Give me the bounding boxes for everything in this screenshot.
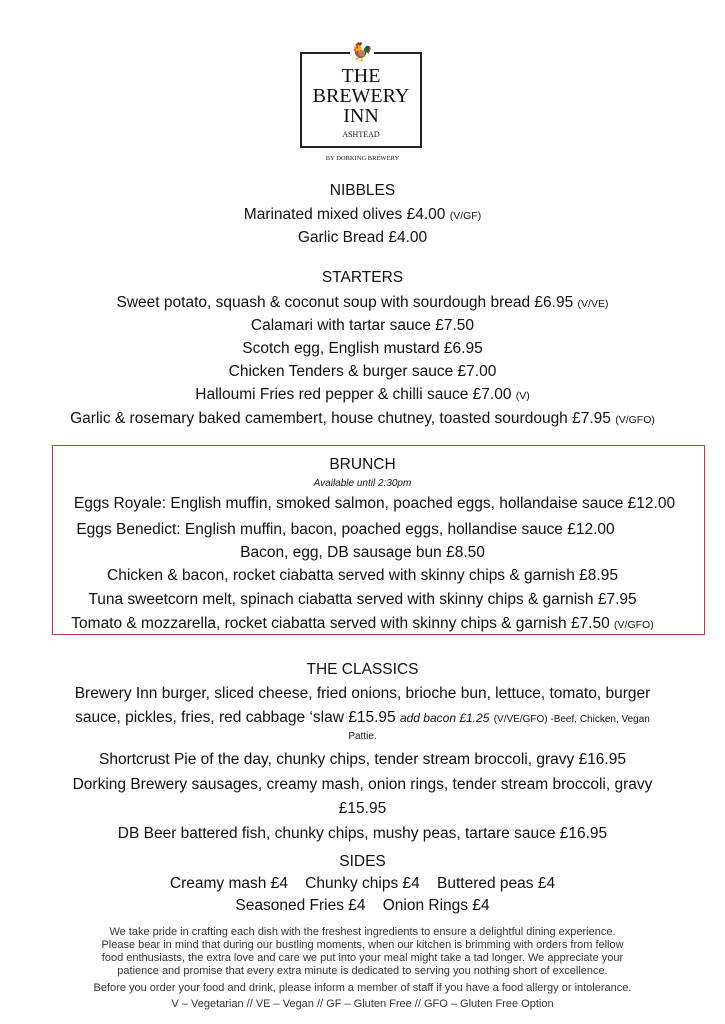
sides-row: Creamy mash £4 Chunky chips £4 Buttered peas £4 xyxy=(169,875,556,892)
section-title-nibbles: NIBBLES xyxy=(329,182,396,199)
menu-item: Calamari with tartar sauce £7.50 xyxy=(250,317,475,334)
menu-item: Garlic Bread £4.00 xyxy=(297,229,428,246)
menu-item: Chicken Tenders & burger sauce £7.00 xyxy=(228,363,497,380)
section-title-classics: THE CLASSICS xyxy=(306,661,419,678)
disclaimer-line: food enthusiasts, the extra love and care we put into your meal might take a tad longer. We appreciate your xyxy=(101,952,624,964)
brunch-availability-note: Available until 2:30pm xyxy=(313,478,412,489)
sides-row: Seasoned Fries £4 Onion Rings £4 xyxy=(235,897,490,914)
menu-item: Shortcrust Pie of the day, chunky chips, tender stream broccoli, gravy £16.95 xyxy=(99,751,626,768)
menu-item: Bacon, egg, DB sausage bun £8.50 xyxy=(240,544,485,561)
rooster-icon: 🐓 xyxy=(350,42,374,62)
disclaimer-line: patience and promise that every extra minute is dedicated to serving you nothing short of excellence. xyxy=(117,965,608,977)
section-title-starters: STARTERS xyxy=(321,269,404,286)
menu-item: Sweet potato, squash & coconut soup with sourdough bread £6.95 (V/VE) xyxy=(116,294,609,311)
allergy-notice: Before you order your food and drink, please inform a member of staff if you have a food allergy or intolerance. xyxy=(93,982,632,994)
menu-item: Pattie. xyxy=(348,731,377,742)
menu-item: Brewery Inn burger, sliced cheese, fried onions, brioche bun, lettuce, tomato, burger xyxy=(74,685,651,702)
menu-item: Scotch egg, English mustard £6.95 xyxy=(242,340,483,357)
menu-item: £15.95 xyxy=(338,800,387,817)
menu-item: Chicken & bacon, rocket ciabatta served with skinny chips & garnish £8.95 xyxy=(107,567,618,584)
menu-item: sauce, pickles, fries, red cabbage ‘slaw £15.95 add bacon £1.25 (V/VE/GFO) -Beef, Chicken, Vegan xyxy=(75,709,650,726)
menu-item: Tuna sweetcorn melt, spinach ciabatta served with skinny chips & garnish £7.95 xyxy=(88,591,637,608)
menu-item: Eggs Benedict: English muffin, bacon, poached eggs, hollandise sauce £12.00 xyxy=(76,521,615,538)
section-title-brunch: BRUNCH xyxy=(329,456,396,473)
brewery-inn-logo: 🐓 THE BREWERY INN ASHTEAD xyxy=(300,52,422,148)
section-title-sides: SIDES xyxy=(339,853,386,870)
dietary-key: V – Vegetarian // VE – Vegan // GF – Gluten Free // GFO – Gluten Free Option xyxy=(171,998,554,1010)
menu-item: Tomato & mozzarella, rocket ciabatta served with skinny chips & garnish £7.50 (V/GFO) xyxy=(71,615,654,632)
menu-item: Marinated mixed olives £4.00 (V/GF) xyxy=(243,206,482,223)
disclaimer-line: We take pride in crafting each dish with the freshest ingredients to ensure a delightful dining experience. xyxy=(109,926,616,938)
disclaimer-line: Please bear in mind that during our bustling moments, when our kitchen is brimming with orders from fellow xyxy=(101,939,624,951)
menu-item: Halloumi Fries red pepper & chilli sauce £7.00 (V) xyxy=(195,386,530,403)
menu-item: Dorking Brewery sausages, creamy mash, onion rings, tender stream broccoli, gravy xyxy=(72,776,653,793)
menu-item: DB Beer battered fish, chunky chips, mushy peas, tartare sauce £16.95 xyxy=(117,825,608,842)
menu-item: Eggs Royale: English muffin, smoked salmon, poached eggs, hollandaise sauce £12.00 xyxy=(73,495,676,512)
menu-item: Garlic & rosemary baked camembert, house chutney, toasted sourdough £7.95 (V/GFO) xyxy=(70,410,655,427)
